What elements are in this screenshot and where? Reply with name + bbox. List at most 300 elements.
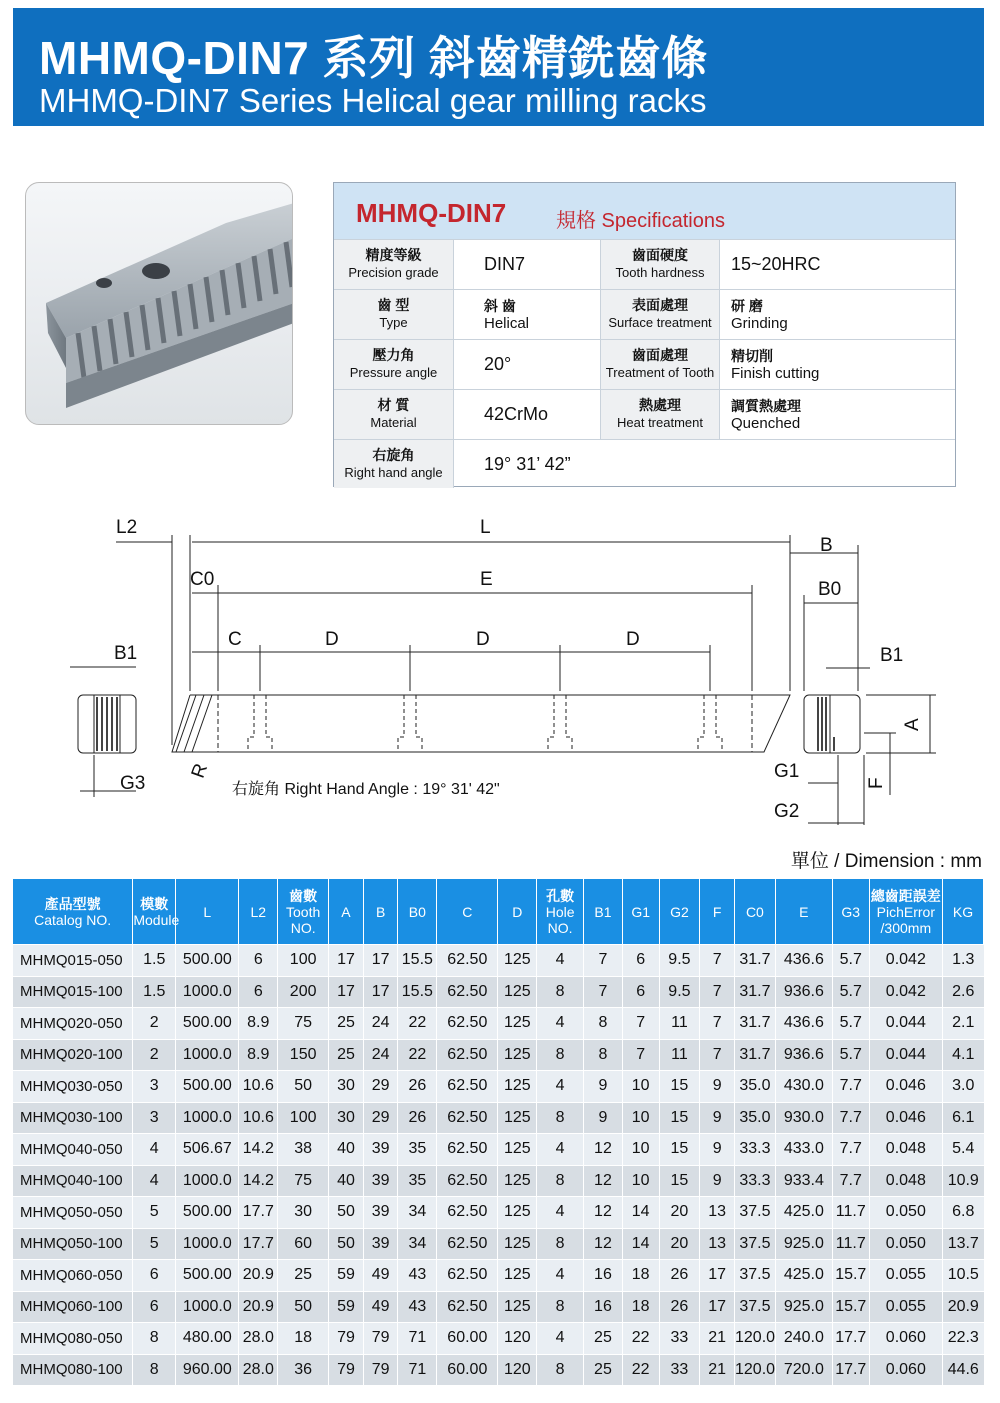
table-row	[13, 1291, 984, 1323]
table-cell: 100	[278, 1102, 329, 1134]
table-cell: 50	[329, 1197, 364, 1229]
table-cell: 6.8	[943, 1197, 984, 1229]
table-cell: 2	[133, 1008, 176, 1040]
table-cell: 7.7	[832, 1102, 869, 1134]
table-cell: 120	[498, 1354, 537, 1386]
spec-label: 齒面處理 Treatment of Tooth	[600, 340, 720, 389]
spec-label: 材 質 Material	[334, 390, 454, 439]
table-cell: 62.50	[437, 1165, 498, 1197]
table-cell: 925.0	[775, 1291, 832, 1323]
table-cell: 500.00	[176, 1260, 239, 1292]
spec-value: 精切削 Finish cutting	[731, 348, 820, 382]
table-cell: 17	[700, 1291, 735, 1323]
table-cell: 4	[537, 1071, 584, 1103]
label-d1: D	[325, 629, 339, 650]
table-cell: 4	[537, 1008, 584, 1040]
table-cell: 9	[700, 1102, 735, 1134]
table-cell: 4	[537, 1260, 584, 1292]
table-cell: 20.9	[239, 1291, 278, 1323]
spec-value: 19° 31’ 42”	[484, 454, 571, 474]
column-header: C	[437, 879, 498, 945]
table-cell: 7	[584, 976, 623, 1008]
table-cell: 125	[498, 1134, 537, 1166]
table-cell: 8.9	[239, 1039, 278, 1071]
table-cell: 3.0	[943, 1071, 984, 1103]
table-row	[13, 1197, 984, 1229]
table-cell: 79	[329, 1354, 364, 1386]
technical-drawing	[0, 505, 1000, 835]
spec-label: 熱處理 Heat treatment	[600, 390, 720, 439]
column-header: G1	[622, 879, 659, 945]
table-cell: 17	[363, 976, 398, 1008]
table-cell: 9	[584, 1102, 623, 1134]
table-cell: 20.9	[239, 1260, 278, 1292]
table-cell: 500.00	[176, 945, 239, 977]
table-cell: 31.7	[735, 945, 776, 977]
table-cell: 125	[498, 1008, 537, 1040]
label-g1: G1	[774, 761, 800, 782]
table-cell: 125	[498, 1260, 537, 1292]
table-cell: 1000.0	[176, 1291, 239, 1323]
table-cell: 100	[278, 945, 329, 977]
end-view-left-hatch	[97, 697, 117, 751]
table-cell: 49	[363, 1260, 398, 1292]
table-cell: 0.048	[869, 1134, 942, 1166]
table-cell: 0.042	[869, 976, 942, 1008]
table-cell: 17.7	[832, 1323, 869, 1355]
column-header: A	[329, 879, 364, 945]
table-cell: 15.5	[398, 976, 437, 1008]
unit-note: 單位 / Dimension : mm	[790, 851, 982, 872]
column-header: L	[176, 879, 239, 945]
table-cell: MHMQ020-100	[13, 1039, 133, 1071]
table-cell: 0.046	[869, 1102, 942, 1134]
table-cell: 2	[133, 1039, 176, 1071]
spec-caption: 規格 Specifications	[556, 210, 725, 232]
table-cell: 7.7	[832, 1134, 869, 1166]
table-body	[13, 945, 984, 1386]
table-cell: 10.9	[943, 1165, 984, 1197]
column-header: L2	[239, 879, 278, 945]
table-row	[13, 1039, 984, 1071]
column-header: B	[363, 879, 398, 945]
table-cell: 8	[537, 1228, 584, 1260]
table-cell: 5.4	[943, 1134, 984, 1166]
table-cell: 9.5	[659, 976, 700, 1008]
column-header: G3	[832, 879, 869, 945]
table-cell: 38	[278, 1134, 329, 1166]
table-cell: 150	[278, 1039, 329, 1071]
table-cell: 7	[700, 1008, 735, 1040]
table-cell: 26	[659, 1260, 700, 1292]
label-l2: L2	[116, 517, 138, 538]
table-cell: 8	[584, 1039, 623, 1071]
spec-label: 壓力角 Pressure angle	[334, 340, 454, 389]
table-cell: 40	[329, 1134, 364, 1166]
table-cell: 125	[498, 1071, 537, 1103]
table-cell: 8	[537, 1165, 584, 1197]
table-cell: 5.7	[832, 945, 869, 977]
table-row	[13, 945, 984, 977]
label-c: C	[228, 629, 242, 650]
table-cell: 62.50	[437, 1071, 498, 1103]
column-header: C0	[735, 879, 776, 945]
table-cell: 39	[363, 1228, 398, 1260]
table-cell: 49	[363, 1291, 398, 1323]
table-cell: 43	[398, 1291, 437, 1323]
table-cell: 125	[498, 945, 537, 977]
column-header: E	[775, 879, 832, 945]
table-cell: MHMQ040-050	[13, 1134, 133, 1166]
table-cell: 1.5	[133, 976, 176, 1008]
table-cell: MHMQ060-100	[13, 1291, 133, 1323]
table-cell: 15	[659, 1134, 700, 1166]
table-cell: 7	[622, 1008, 659, 1040]
table-cell: 17	[329, 945, 364, 977]
table-cell: 40	[329, 1165, 364, 1197]
table-cell: 11.7	[832, 1228, 869, 1260]
table-cell: 7.7	[832, 1165, 869, 1197]
table-cell: 37.5	[735, 1291, 776, 1323]
spec-row	[334, 239, 955, 289]
table-cell: 21	[700, 1354, 735, 1386]
table-cell: 0.042	[869, 945, 942, 977]
table-cell: 62.50	[437, 1102, 498, 1134]
label-e: E	[480, 569, 493, 590]
table-cell: 13.7	[943, 1228, 984, 1260]
column-header: F	[700, 879, 735, 945]
table-cell: 425.0	[775, 1197, 832, 1229]
table-cell: 1000.0	[176, 1039, 239, 1071]
table-cell: 36	[278, 1354, 329, 1386]
title-cn: MHMQ-DIN7 系列 斜齒精銑齒條	[39, 32, 708, 84]
table-cell: 1000.0	[176, 1228, 239, 1260]
table-cell: 50	[329, 1228, 364, 1260]
table-cell: 6	[239, 976, 278, 1008]
table-cell: 33	[659, 1354, 700, 1386]
table-cell: 4	[133, 1134, 176, 1166]
table-cell: 29	[363, 1071, 398, 1103]
label-g2: G2	[774, 801, 800, 822]
table-cell: 75	[278, 1008, 329, 1040]
table-cell: 34	[398, 1228, 437, 1260]
table-cell: 31.7	[735, 1039, 776, 1071]
table-cell: 125	[498, 976, 537, 1008]
table-cell: 24	[363, 1008, 398, 1040]
table-cell: 30	[278, 1197, 329, 1229]
table-cell: 39	[363, 1134, 398, 1166]
table-cell: 16	[584, 1260, 623, 1292]
table-cell: 8	[584, 1008, 623, 1040]
table-cell: 60	[278, 1228, 329, 1260]
table-cell: 4	[537, 1323, 584, 1355]
table-cell: 3	[133, 1102, 176, 1134]
end-view-right	[790, 545, 936, 825]
table-cell: 31.7	[735, 1008, 776, 1040]
spec-label: 齒面硬度 Tooth hardness	[600, 240, 720, 289]
table-row	[13, 976, 984, 1008]
table-cell: 8	[537, 1291, 584, 1323]
table-header-row	[13, 879, 984, 945]
table-cell: 436.6	[775, 1008, 832, 1040]
table-cell: MHMQ015-050	[13, 945, 133, 977]
table-cell: 22	[622, 1354, 659, 1386]
table-cell: 500.00	[176, 1197, 239, 1229]
product-photo	[25, 182, 293, 425]
table-cell: 22	[398, 1008, 437, 1040]
table-row	[13, 1165, 984, 1197]
table-cell: 17.7	[239, 1228, 278, 1260]
table-cell: 21	[700, 1323, 735, 1355]
spec-value: 20°	[484, 354, 512, 374]
table-cell: 7.7	[832, 1071, 869, 1103]
spec-row	[334, 289, 955, 339]
table-cell: 62.50	[437, 1291, 498, 1323]
table-cell: MHMQ040-100	[13, 1165, 133, 1197]
table-cell: 4	[133, 1165, 176, 1197]
table-cell: 11	[659, 1039, 700, 1071]
table-cell: 25	[329, 1039, 364, 1071]
spec-table	[333, 182, 956, 487]
table-cell: 33.3	[735, 1134, 776, 1166]
table-cell: 35	[398, 1134, 437, 1166]
table-cell: 10	[622, 1102, 659, 1134]
table-cell: 425.0	[775, 1260, 832, 1292]
spec-label: 齒 型 Type	[334, 290, 454, 339]
table-cell: 25	[584, 1323, 623, 1355]
table-cell: 25	[329, 1008, 364, 1040]
table-cell: 26	[398, 1071, 437, 1103]
column-header: 產品型號 Catalog NO.	[13, 879, 133, 945]
label-d2: D	[476, 629, 490, 650]
table-cell: 6	[622, 976, 659, 1008]
spec-header	[334, 183, 955, 239]
table-cell: 60.00	[437, 1323, 498, 1355]
table-cell: 720.0	[775, 1354, 832, 1386]
table-cell: 125	[498, 1291, 537, 1323]
table-cell: 500.00	[176, 1008, 239, 1040]
spec-row	[334, 339, 955, 389]
table-cell: 430.0	[775, 1071, 832, 1103]
table-cell: 436.6	[775, 945, 832, 977]
dimension-table	[12, 878, 984, 1386]
table-cell: 11	[659, 1008, 700, 1040]
table-cell: 6	[239, 945, 278, 977]
table-row	[13, 1323, 984, 1355]
table-cell: 0.044	[869, 1039, 942, 1071]
table-cell: 5.7	[832, 1008, 869, 1040]
table-cell: 28.0	[239, 1354, 278, 1386]
table-cell: 30	[329, 1071, 364, 1103]
table-cell: 28.0	[239, 1323, 278, 1355]
table-cell: 35	[398, 1165, 437, 1197]
table-cell: 4.1	[943, 1039, 984, 1071]
table-cell: 30	[329, 1102, 364, 1134]
table-cell: 62.50	[437, 1228, 498, 1260]
spec-value: 42CrMo	[484, 404, 549, 424]
table-cell: 240.0	[775, 1323, 832, 1355]
table-cell: 0.060	[869, 1354, 942, 1386]
table-cell: 43	[398, 1260, 437, 1292]
table-cell: 14.2	[239, 1165, 278, 1197]
table-cell: 1000.0	[176, 1165, 239, 1197]
table-cell: 120.0	[735, 1354, 776, 1386]
table-cell: 62.50	[437, 945, 498, 977]
table-cell: MHMQ080-050	[13, 1323, 133, 1355]
table-cell: 8.9	[239, 1008, 278, 1040]
table-cell: 50	[278, 1071, 329, 1103]
table-cell: 933.4	[775, 1165, 832, 1197]
table-cell: 39	[363, 1197, 398, 1229]
table-cell: 62.50	[437, 1260, 498, 1292]
table-cell: 35.0	[735, 1102, 776, 1134]
spec-label: 右旋角 Right hand angle	[334, 440, 454, 488]
table-cell: 2.1	[943, 1008, 984, 1040]
table-cell: 31.7	[735, 976, 776, 1008]
column-header: 齒數 Tooth NO.	[278, 879, 329, 945]
table-cell: 12	[584, 1165, 623, 1197]
table-cell: 125	[498, 1228, 537, 1260]
table-cell: 0.055	[869, 1291, 942, 1323]
table-cell: 2.6	[943, 976, 984, 1008]
table-cell: 10	[622, 1071, 659, 1103]
label-b1-left: B1	[114, 643, 138, 664]
table-cell: 25	[584, 1354, 623, 1386]
column-header: G2	[659, 879, 700, 945]
table-cell: 26	[398, 1102, 437, 1134]
table-cell: 960.00	[176, 1354, 239, 1386]
dimension-drawing	[0, 505, 1000, 835]
table-cell: 15.7	[832, 1260, 869, 1292]
table-cell: 1.5	[133, 945, 176, 977]
table-cell: 25	[278, 1260, 329, 1292]
table-cell: 0.046	[869, 1071, 942, 1103]
table-cell: 200	[278, 976, 329, 1008]
table-cell: MHMQ080-100	[13, 1354, 133, 1386]
table-cell: 59	[329, 1291, 364, 1323]
table-cell: 12	[584, 1228, 623, 1260]
table-cell: 14.2	[239, 1134, 278, 1166]
table-cell: 930.0	[775, 1102, 832, 1134]
table-cell: 10	[622, 1134, 659, 1166]
table-cell: 17	[363, 945, 398, 977]
table-cell: 16	[584, 1291, 623, 1323]
spec-value: 15~20HRC	[731, 254, 821, 274]
table-cell: 6	[622, 945, 659, 977]
table-cell: 8	[537, 1102, 584, 1134]
table-cell: 60.00	[437, 1354, 498, 1386]
spec-row	[334, 389, 955, 439]
table-cell: 29	[363, 1102, 398, 1134]
table-cell: 71	[398, 1354, 437, 1386]
table-cell: 12	[584, 1197, 623, 1229]
table-cell: 8	[537, 1039, 584, 1071]
table-cell: 33.3	[735, 1165, 776, 1197]
table-cell: 120	[498, 1323, 537, 1355]
table-cell: 0.055	[869, 1260, 942, 1292]
table-cell: 79	[363, 1354, 398, 1386]
table-cell: 8	[537, 976, 584, 1008]
label-c0: C0	[190, 569, 215, 590]
label-r: R	[187, 760, 213, 781]
table-cell: 37.5	[735, 1197, 776, 1229]
table-cell: 34	[398, 1197, 437, 1229]
table-cell: 925.0	[775, 1228, 832, 1260]
table-cell: 7	[700, 945, 735, 977]
table-cell: 4	[537, 945, 584, 977]
table-cell: 936.6	[775, 976, 832, 1008]
table-cell: 10.5	[943, 1260, 984, 1292]
table-cell: 6	[133, 1260, 176, 1292]
table-cell: 79	[363, 1323, 398, 1355]
table-cell: 17.7	[832, 1354, 869, 1386]
table-cell: 9	[584, 1071, 623, 1103]
table-row	[13, 1354, 984, 1386]
table-cell: 35.0	[735, 1071, 776, 1103]
table-cell: 17	[700, 1260, 735, 1292]
table-cell: 506.67	[176, 1134, 239, 1166]
table-cell: 22.3	[943, 1323, 984, 1355]
label-b1-right: B1	[880, 645, 904, 666]
table-cell: 9	[700, 1165, 735, 1197]
table-cell: 17.7	[239, 1197, 278, 1229]
table-cell: 7	[700, 1039, 735, 1071]
table-cell: MHMQ030-050	[13, 1071, 133, 1103]
spec-value: 調質熱處理 Quenched	[731, 398, 801, 432]
table-cell: 9	[700, 1071, 735, 1103]
table-row	[13, 1071, 984, 1103]
column-header: 模數 Module	[133, 879, 176, 945]
table-cell: 18	[622, 1291, 659, 1323]
table-cell: 11.7	[832, 1197, 869, 1229]
table-row	[13, 1102, 984, 1134]
table-cell: 20	[659, 1197, 700, 1229]
table-cell: 4	[537, 1134, 584, 1166]
spec-value: 斜 齒 Helical	[484, 298, 530, 332]
label-b: B	[820, 535, 833, 556]
table-cell: 5.7	[832, 1039, 869, 1071]
table-cell: 20	[659, 1228, 700, 1260]
table-row	[13, 1260, 984, 1292]
table-cell: 15	[659, 1071, 700, 1103]
table-cell: 8	[133, 1354, 176, 1386]
table-cell: 7	[622, 1039, 659, 1071]
table-cell: 15.7	[832, 1291, 869, 1323]
table-cell: MHMQ050-050	[13, 1197, 133, 1229]
table-cell: MHMQ060-050	[13, 1260, 133, 1292]
spec-value: 研 磨 Grinding	[731, 298, 788, 332]
table-cell: 0.050	[869, 1228, 942, 1260]
table-cell: 22	[398, 1039, 437, 1071]
table-cell: 22	[622, 1323, 659, 1355]
table-cell: 125	[498, 1102, 537, 1134]
table-cell: 59	[329, 1260, 364, 1292]
label-l: L	[480, 517, 491, 538]
column-header: B0	[398, 879, 437, 945]
rack-illustration	[26, 183, 293, 425]
table-cell: MHMQ015-100	[13, 976, 133, 1008]
table-cell: 79	[329, 1323, 364, 1355]
spec-label: 精度等級 Precision grade	[334, 240, 454, 289]
column-header: D	[498, 879, 537, 945]
table-cell: 39	[363, 1165, 398, 1197]
title-en: MHMQ-DIN7 Series Helical gear milling racks	[39, 82, 707, 119]
label-g3: G3	[120, 773, 146, 794]
table-cell: 125	[498, 1039, 537, 1071]
spec-label: 表面處理 Surface treatment	[600, 290, 720, 339]
table-cell: 8	[537, 1354, 584, 1386]
label-f: F	[866, 777, 887, 789]
